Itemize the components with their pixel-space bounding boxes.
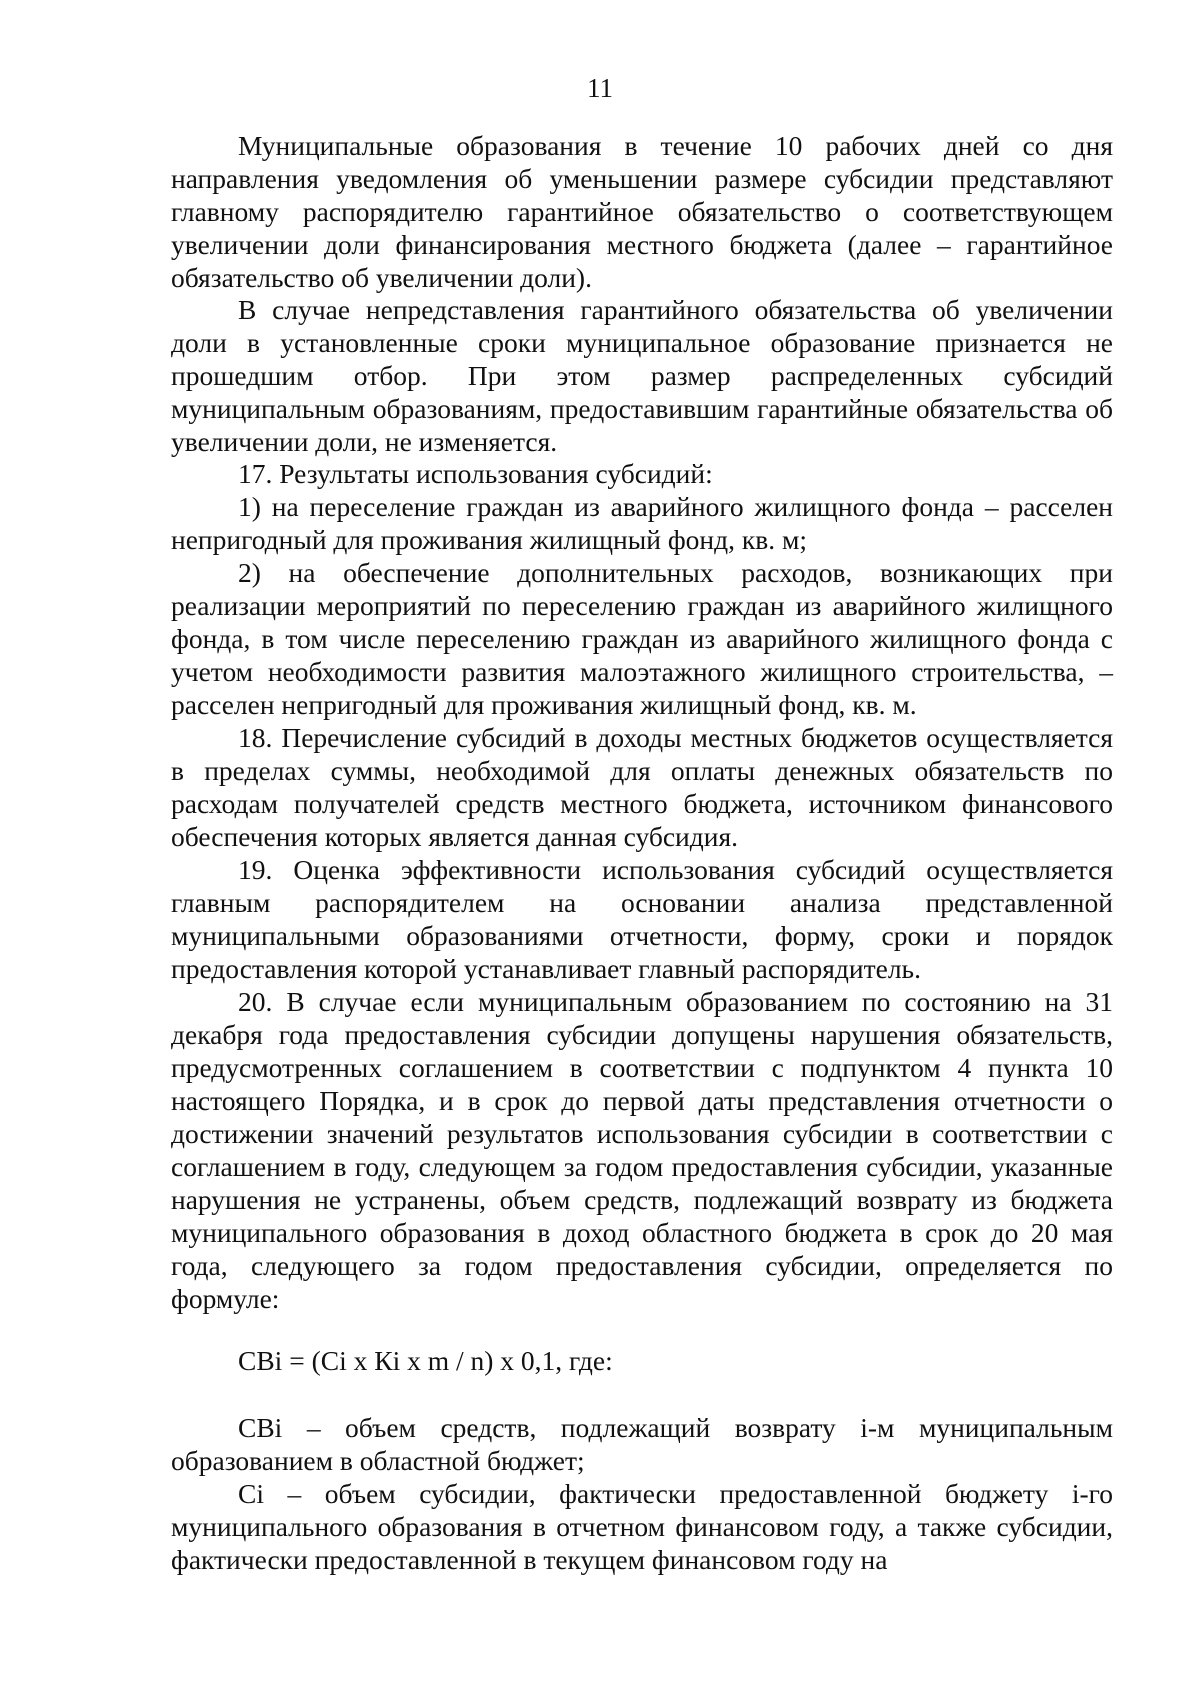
paragraph-definition-cvi: СВi – объем средств, подлежащий возврату i-м муниципальным образованием в областной бюджет;: [171, 1412, 1113, 1476]
paragraph-item-20: 20. В случае если муниципальным образованием по состоянию на 31 декабря года предоставления субсидии допущены нарушения обязательств, предусмотренных соглашением в соответствии с подпунктом 4 пункта 10 настоящего Порядка, и в срок до первой даты представления отчетности о достижении значений результатов использования субсидии в соответствии с соглашением в году, следующем за годом предоставления субсидии, указанные нарушения не устранены, объем средств, подлежащий возврату из бюджета муниципального образования в доход областного бюджета в срок до 20 мая года, следующего за годом предоставления субсидии, определяется по формуле:: [171, 986, 1113, 1314]
paragraph-item-19: 19. Оценка эффективности использования субсидий осуществляется главным распорядителем на основании анализа представленной муниципальными образованиями отчетности, форму, сроки и порядок предоставления которой устанавливает главный распорядитель.: [171, 854, 1113, 984]
paragraph-guarantee-obligation: Муниципальные образования в течение 10 рабочих дней со дня направления уведомления об уменьшении размере субсидии представляют главному распорядителю гарантийное обязательство о соответствующем увеличении доли финансирования местного бюджета (далее – гарантийное обязательство об увеличении доли).: [171, 130, 1113, 293]
paragraph-item-17-2: 2) на обеспечение дополнительных расходов, возникающих при реализации мероприятий по переселению граждан из аварийного жилищного фонда, в том числе переселению граждан из аварийного жилищного фонда с учетом необходимости развития малоэтажного жилищного строительства, – расселен непригодный для проживания жилищный фонд, кв. м.: [171, 557, 1113, 720]
paragraph-item-18: 18. Перечисление субсидий в доходы местных бюджетов осуществляется в пределах суммы, необходимой для оплаты денежных обязательств по расходам получателей средств местного бюджета, источником финансового обеспечения которых является данная субсидия.: [171, 722, 1113, 852]
paragraph-definition-ci: Сi – объем субсидии, фактически предоставленной бюджету i-го муниципального образования в отчетном финансовом году, а также субсидии, фактически предоставленной в текущем финансовом году на: [171, 1478, 1113, 1575]
page-number: 11: [587, 73, 613, 103]
refund-formula: СВi = (Сi х Кi х m / n) х 0,1, где:: [238, 1345, 613, 1376]
paragraph-item-17-heading: 17. Результаты использования субсидий:: [238, 458, 713, 489]
paragraph-item-17-1: 1) на переселение граждан из аварийного жилищного фонда – расселен непригодный для проживания жилищный фонд, кв. м;: [171, 491, 1113, 555]
paragraph-failure-to-submit: В случае непредставления гарантийного обязательства об увеличении доли в установленные сроки муниципальное образование признается не прошедшим отбор. При этом размер распределенных субсидий муниципальным образованиям, предоставившим гарантийные обязательства об увеличении доли, не изменяется.: [171, 294, 1113, 457]
